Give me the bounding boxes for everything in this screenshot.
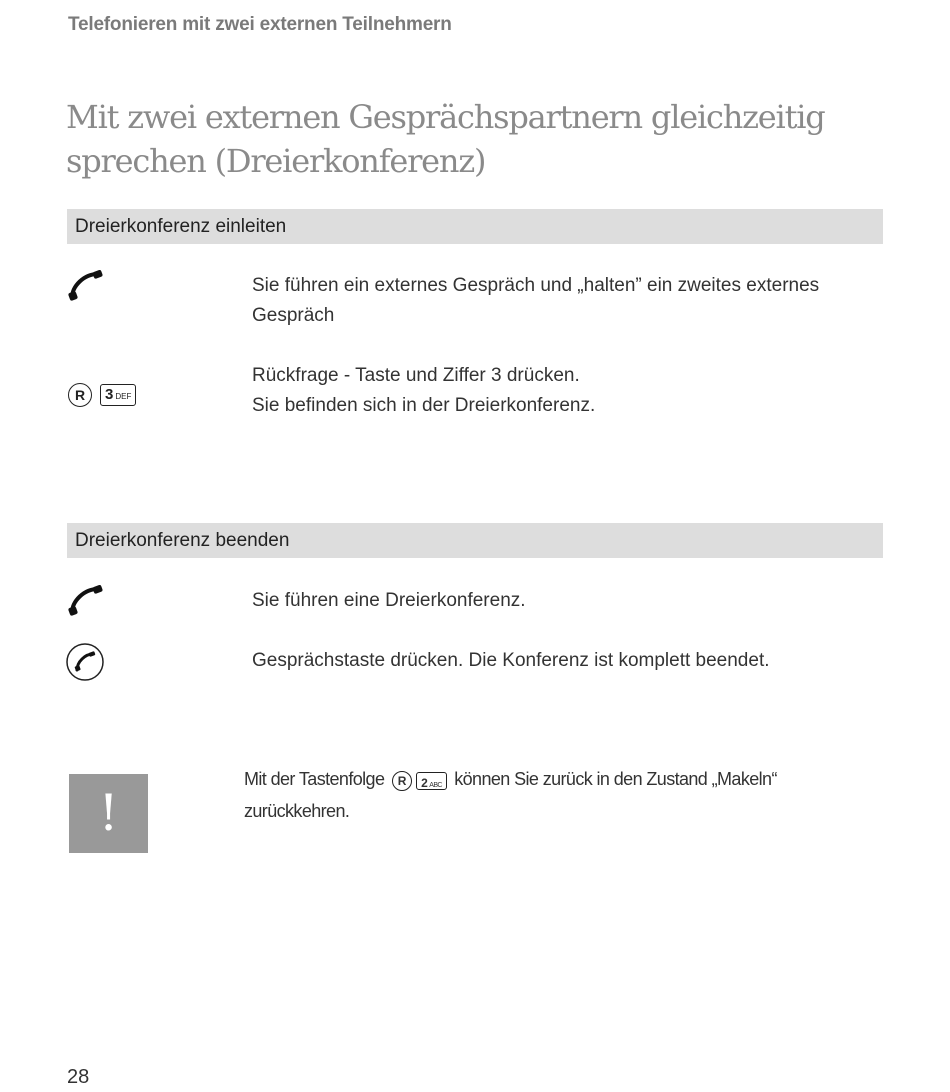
page-title: Mit zwei externen Gesprächspartnern gleichzeitig sprechen (Dreierkonferenz)	[66, 98, 825, 180]
section-heading-end: Dreierkonferenz beenden	[67, 523, 883, 558]
section-heading-start: Dreierkonferenz einleiten	[67, 209, 883, 244]
digit-key-icon: 3 DEF	[100, 384, 136, 406]
step-text	[252, 361, 862, 421]
step-text-line: Sie befinden sich in der Dreierkonferenz.	[252, 395, 596, 416]
recall-key-sequence	[68, 383, 136, 407]
call-button-icon	[65, 642, 105, 687]
page-number: 28	[67, 1066, 90, 1088]
note-key-sequence	[392, 765, 447, 796]
running-header: Telefonieren mit zwei externen Teilnehmern	[68, 14, 452, 35]
note-text-after: können Sie zurück in den Zustand „Makeln“ zurückkehren.	[244, 769, 777, 821]
step-text: Gesprächstaste drücken. Die Konferenz ist komplett beendet.	[252, 650, 770, 671]
step-text-line: Rückfrage - Taste und Ziffer 3 drücken.	[252, 365, 580, 386]
note-text-before: Mit der Tastenfolge	[244, 769, 385, 789]
recall-key-icon: R	[392, 771, 412, 791]
step-text: Sie führen eine Dreierkonferenz.	[252, 590, 526, 611]
note-exclamation-icon: !	[69, 774, 148, 853]
handset-icon	[68, 270, 104, 307]
recall-key-icon: R	[68, 383, 92, 407]
note-text	[244, 764, 864, 827]
step-text: Sie führen ein externes Gespräch und „halten” ein zweites externes Gespräch	[252, 275, 820, 326]
handset-icon	[68, 585, 104, 622]
digit-key-icon: 2 ABC	[416, 772, 447, 790]
